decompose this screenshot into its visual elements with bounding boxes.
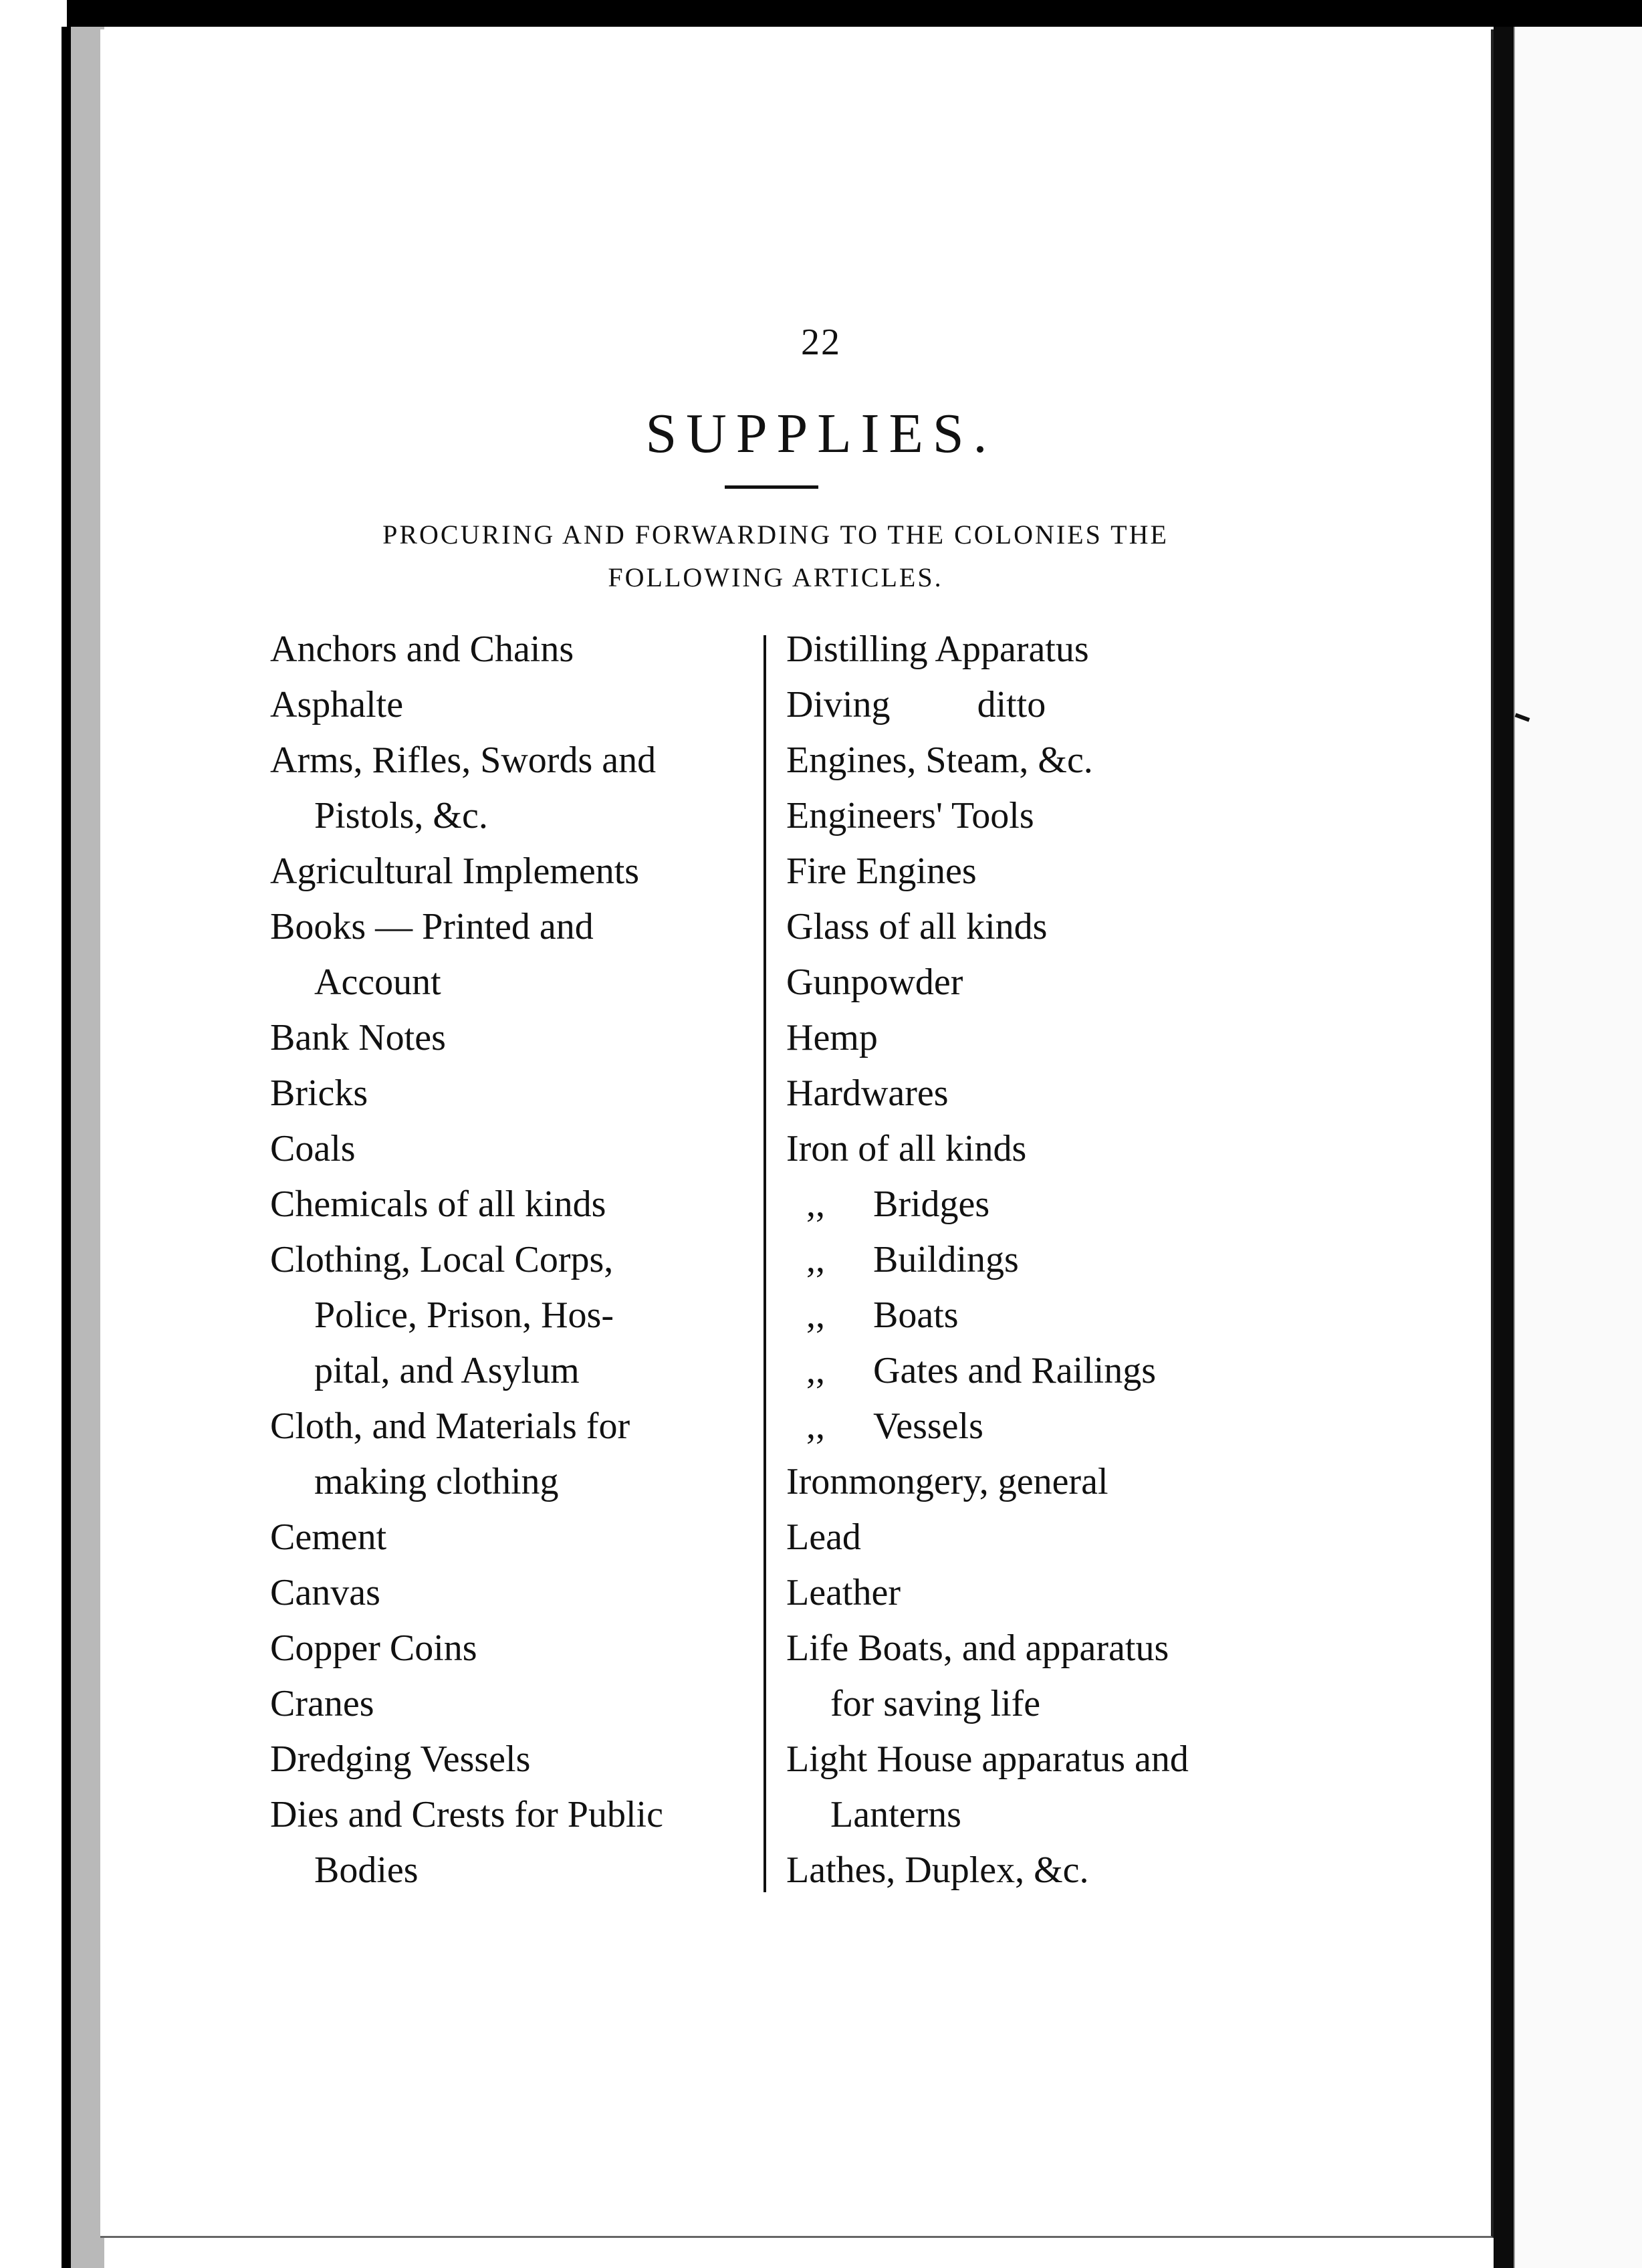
list-item: Glass of all kinds	[786, 906, 1048, 947]
left-column-list	[270, 622, 765, 1898]
list-item-line: Bridges	[873, 1183, 990, 1225]
list-item	[786, 1288, 1308, 1343]
list-item: Hardwares	[786, 1072, 949, 1114]
list-item-line: Dies and Crests for Public	[270, 1794, 663, 1835]
list-item	[270, 733, 765, 844]
ditto-mark: ,,	[806, 1294, 825, 1336]
list-item: Anchors and Chains	[270, 629, 574, 670]
ditto-mark: ,,	[806, 1405, 825, 1447]
column-divider	[764, 635, 766, 1892]
page-subtitle	[294, 514, 1257, 599]
page-title: SUPPLIES.	[645, 403, 997, 465]
list-item-continuation: Police, Prison, Hos-	[314, 1294, 614, 1336]
list-item: Lead	[786, 1516, 861, 1558]
list-item-continuation: for saving life	[830, 1683, 1041, 1724]
list-item	[786, 677, 1308, 733]
list-item: Ironmongery, general	[786, 1461, 1108, 1502]
ditto-mark: ,,	[806, 1239, 825, 1280]
list-item-line: Books — Printed and	[270, 906, 594, 947]
list-item: Leather	[786, 1572, 901, 1613]
list-item: Chemicals of all kinds	[270, 1183, 606, 1225]
list-item-continuation: Pistols, &c.	[314, 795, 488, 836]
list-item	[270, 1787, 765, 1898]
list-item	[786, 1177, 1308, 1232]
list-item-line: Cloth, and Materials for	[270, 1405, 630, 1447]
list-item: Engineers' Tools	[786, 795, 1034, 836]
scan-border-top	[0, 0, 1642, 27]
list-item-line: Life Boats, and apparatus	[786, 1627, 1169, 1669]
list-item-line: Buildings	[873, 1239, 1019, 1280]
ditto-mark: ,,	[806, 1350, 825, 1391]
list-item: Canvas	[270, 1572, 380, 1613]
list-item	[786, 1732, 1308, 1843]
right-column-list	[786, 622, 1308, 1898]
list-item	[786, 1232, 1308, 1288]
list-item: Agricultural Implements	[270, 850, 640, 892]
list-item	[786, 1343, 1308, 1399]
list-item	[270, 899, 765, 1010]
list-item	[786, 1399, 1308, 1454]
page-number: 22	[801, 322, 841, 363]
list-item	[270, 1232, 765, 1399]
list-item-line: Light House apparatus and	[786, 1738, 1189, 1780]
list-item-continuation: Account	[314, 961, 441, 1003]
list-item: Cranes	[270, 1683, 374, 1724]
list-item-continuation: making clothing	[314, 1461, 559, 1502]
list-item: Coals	[270, 1128, 356, 1169]
list-item: Dredging Vessels	[270, 1738, 531, 1780]
list-item: Fire Engines	[786, 850, 977, 892]
list-item-line: Vessels	[873, 1405, 983, 1447]
list-item-line: Diving	[786, 684, 891, 725]
list-item-line: Arms, Rifles, Swords and	[270, 740, 657, 781]
list-item-line: Gates and Railings	[873, 1350, 1157, 1391]
list-item: Distilling Apparatus	[786, 629, 1089, 670]
subtitle-line-2: FOLLOWING ARTICLES.	[608, 562, 943, 592]
list-item: Iron of all kinds	[786, 1128, 1027, 1169]
list-item: Cement	[270, 1516, 387, 1558]
list-item: Lathes, Duplex, &c.	[786, 1849, 1089, 1891]
list-item: Asphalte	[270, 684, 404, 725]
list-item-continuation: pital, and Asylum	[314, 1350, 580, 1391]
list-item	[270, 1399, 765, 1510]
list-item-line: Clothing, Local Corps,	[270, 1239, 614, 1280]
list-item: Hemp	[786, 1017, 878, 1058]
subtitle-line-1: PROCURING AND FORWARDING TO THE COLONIES THE	[382, 520, 1169, 550]
list-item: Bank Notes	[270, 1017, 446, 1058]
list-item-line: Boats	[873, 1294, 959, 1336]
list-item: Gunpowder	[786, 961, 963, 1003]
list-item: Engines, Steam, &c.	[786, 740, 1093, 781]
list-item: Bricks	[270, 1072, 368, 1114]
title-rule	[725, 485, 818, 489]
list-item-continuation: Bodies	[314, 1849, 419, 1891]
list-item: Copper Coins	[270, 1627, 477, 1669]
ditto-mark: ,,	[806, 1183, 825, 1225]
list-item-continuation: Lanterns	[830, 1794, 961, 1835]
ditto-word: ditto	[977, 684, 1046, 725]
list-item	[786, 1621, 1308, 1732]
